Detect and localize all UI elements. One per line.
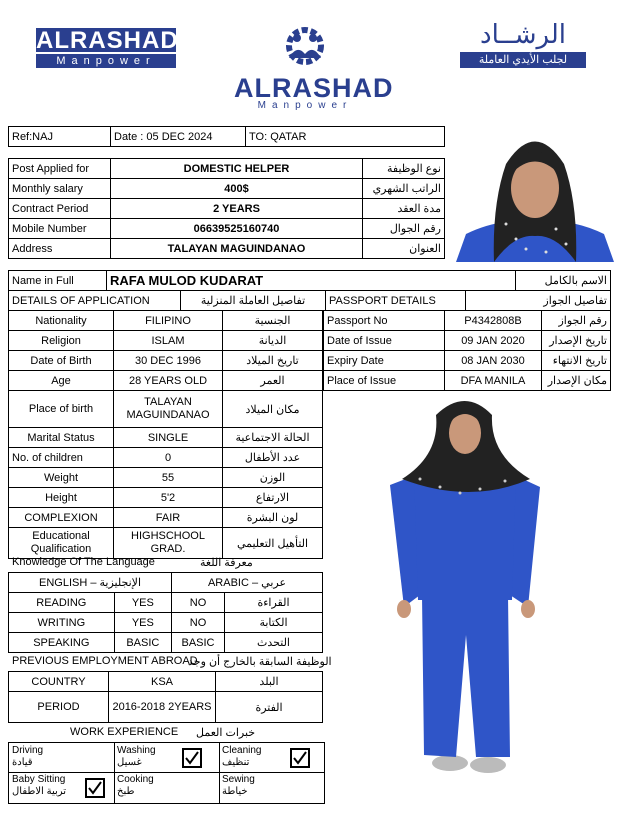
job-label-ar: العنوان xyxy=(363,239,445,259)
passport-row xyxy=(324,311,611,331)
job-label-ar: الراتب الشهري xyxy=(363,179,445,199)
applicant-full-photo xyxy=(380,395,550,780)
personal-label: Age xyxy=(9,371,114,391)
passport-value: DFA MANILA xyxy=(445,371,542,391)
experience-baby-sitting: Baby Sitting تربية الاطفال xyxy=(12,774,67,797)
ref-cell: Ref:NAJ xyxy=(9,127,111,147)
employment-row xyxy=(9,692,323,723)
job-value: 06639525160740 xyxy=(111,219,363,239)
details-header-table xyxy=(8,290,611,311)
personal-value: 5'2 xyxy=(114,488,223,508)
name-value: RAFA MULOD KUDARAT xyxy=(107,271,516,291)
personal-row xyxy=(9,428,323,448)
job-row xyxy=(9,239,445,259)
personal-label-ar: الارتفاع xyxy=(223,488,323,508)
passport-row xyxy=(324,351,611,371)
personal-value: 28 YEARS OLD xyxy=(114,371,223,391)
experience-sewing: Sewing خياطة xyxy=(222,774,255,797)
personal-value: 0 xyxy=(114,448,223,468)
job-value: TALAYAN MAGUINDANAO xyxy=(111,239,363,259)
job-label: Post Applied for xyxy=(9,159,111,179)
personal-label: Educational Qualification xyxy=(9,528,114,559)
employment-table xyxy=(8,671,323,723)
language-skill: SPEAKING xyxy=(9,633,115,653)
job-row xyxy=(9,159,445,179)
brand-name-ar: الرشــاد xyxy=(479,20,566,50)
language-title: Knowledge Of The Language xyxy=(12,556,155,568)
destination-cell: TO: QATAR xyxy=(246,127,445,147)
job-label: Address xyxy=(9,239,111,259)
brand-logo-center xyxy=(234,24,394,111)
personal-label: Height xyxy=(9,488,114,508)
language-row xyxy=(9,593,323,613)
job-label: Monthly salary xyxy=(9,179,111,199)
passport-label-ar: رقم الجواز xyxy=(542,311,611,331)
details-application-label-ar: تفاصيل العاملة المنزلية xyxy=(181,291,326,311)
language-ar-level: NO xyxy=(172,613,225,633)
personal-label-ar: العمر xyxy=(223,371,323,391)
passport-label: Date of Issue xyxy=(324,331,445,351)
personal-label-ar: عدد الأطفال xyxy=(223,448,323,468)
personal-value: FILIPINO xyxy=(114,311,223,331)
language-en-level: YES xyxy=(114,593,171,613)
employment-row xyxy=(9,672,323,692)
personal-row xyxy=(9,331,323,351)
personal-row xyxy=(9,351,323,371)
employment-value: 2016-2018 2YEARS xyxy=(109,692,216,723)
applicant-headshot xyxy=(456,124,614,262)
employment-label-ar: الفترة xyxy=(216,692,323,723)
job-value: DOMESTIC HELPER xyxy=(111,159,363,179)
date-cell: Date : 05 DEC 2024 xyxy=(111,127,246,147)
employment-title-ar: الوظيفة السابقة بالخارج أن وجد xyxy=(188,656,332,668)
job-label-ar: مدة العقد xyxy=(363,199,445,219)
language-skill-ar: التحدث xyxy=(225,633,323,653)
job-value: 400$ xyxy=(111,179,363,199)
job-value: 2 YEARS xyxy=(111,199,363,219)
personal-label-ar: الحالة الاجتماعية xyxy=(223,428,323,448)
personal-value: 55 xyxy=(114,468,223,488)
passport-label: Passport No xyxy=(324,311,445,331)
job-label-ar: رقم الجوال xyxy=(363,219,445,239)
language-skill-ar: الكتابة xyxy=(225,613,323,633)
personal-row xyxy=(9,391,323,428)
personal-label-ar: التأهيل التعليمي xyxy=(223,528,323,559)
passport-value: 09 JAN 2020 xyxy=(445,331,542,351)
personal-label: Religion xyxy=(9,331,114,351)
personal-label: Weight xyxy=(9,468,114,488)
personal-value: 30 DEC 1996 xyxy=(114,351,223,371)
brand-logo-right xyxy=(460,20,586,68)
name-label-ar: الاسم بالكامل xyxy=(516,271,611,291)
language-english-header: ENGLISH – الإنجليزية xyxy=(9,573,172,593)
employment-label: PERIOD xyxy=(9,692,109,723)
personal-value: HIGHSCHOOL GRAD. xyxy=(114,528,223,559)
language-skill-ar: القراءة xyxy=(225,593,323,613)
cleaning-check-icon xyxy=(290,748,310,768)
language-row xyxy=(9,613,323,633)
personal-table xyxy=(8,310,323,559)
personal-label: Nationality xyxy=(9,311,114,331)
passport-label-ar: مكان الإصدار xyxy=(542,371,611,391)
passport-value: P4342808B xyxy=(445,311,542,331)
language-arabic-header: ARABIC – عربي xyxy=(172,573,323,593)
personal-value: SINGLE xyxy=(114,428,223,448)
passport-table xyxy=(323,310,611,391)
job-table xyxy=(8,158,445,259)
personal-label-ar: تاريخ الميلاد xyxy=(223,351,323,371)
language-en-level: YES xyxy=(114,613,171,633)
header-table xyxy=(8,126,445,147)
details-application-label: DETAILS OF APPLICATION xyxy=(9,291,181,311)
personal-label: COMPLEXION xyxy=(9,508,114,528)
employment-label-ar: البلد xyxy=(216,672,323,692)
personal-row xyxy=(9,448,323,468)
brand-tagline-center: Manpower xyxy=(257,100,353,111)
name-table xyxy=(8,270,611,291)
brand-tagline: Manpower xyxy=(36,54,176,68)
job-label-ar: نوع الوظيفة xyxy=(363,159,445,179)
personal-row xyxy=(9,488,323,508)
gear-people-icon xyxy=(275,24,335,70)
passport-row xyxy=(324,371,611,391)
experience-cleaning: Cleaning تنظيف xyxy=(222,745,262,768)
personal-row xyxy=(9,311,323,331)
personal-label-ar: الديانة xyxy=(223,331,323,351)
personal-label-ar: مكان الميلاد xyxy=(223,391,323,428)
personal-value: TALAYAN MAGUINDANAO xyxy=(114,391,223,428)
personal-label-ar: لون البشرة xyxy=(223,508,323,528)
personal-label: Date of Birth xyxy=(9,351,114,371)
language-skill: READING xyxy=(9,593,115,613)
experience-driving: Driving قيادة xyxy=(12,745,44,768)
experience-cooking: Cooking طبخ xyxy=(117,774,154,797)
employment-value: KSA xyxy=(109,672,216,692)
personal-value: ISLAM xyxy=(114,331,223,351)
passport-details-label-ar: تفاصيل الجواز xyxy=(466,291,611,311)
passport-details-label: PASSPORT DETAILS xyxy=(326,291,466,311)
personal-label-ar: الجنسية xyxy=(223,311,323,331)
name-label: Name in Full xyxy=(9,271,107,291)
language-ar-level: BASIC xyxy=(172,633,225,653)
experience-washing: Washing غسيل xyxy=(117,745,156,768)
personal-row xyxy=(9,508,323,528)
washing-check-icon xyxy=(182,748,202,768)
language-skill: WRITING xyxy=(9,613,115,633)
job-row xyxy=(9,219,445,239)
language-table xyxy=(8,572,323,653)
employment-label: COUNTRY xyxy=(9,672,109,692)
passport-row xyxy=(324,331,611,351)
experience-grid xyxy=(8,742,325,804)
personal-row xyxy=(9,528,323,559)
brand-logo-left xyxy=(36,27,179,68)
language-row xyxy=(9,633,323,653)
employment-title: PREVIOUS EMPLOYMENT ABROAD xyxy=(12,655,198,667)
personal-value: FAIR xyxy=(114,508,223,528)
passport-value: 08 JAN 2030 xyxy=(445,351,542,371)
baby-sitting-check-icon xyxy=(85,778,105,798)
language-title-ar: معرفة اللغة xyxy=(200,557,253,569)
experience-title-ar: خبرات العمل xyxy=(196,727,256,739)
job-label: Contract Period xyxy=(9,199,111,219)
personal-label-ar: الوزن xyxy=(223,468,323,488)
brand-name-center: ALRASHAD xyxy=(234,73,394,103)
passport-label-ar: تاريخ الانتهاء xyxy=(542,351,611,371)
personal-row xyxy=(9,371,323,391)
passport-label: Expiry Date xyxy=(324,351,445,371)
passport-label-ar: تاريخ الإصدار xyxy=(542,331,611,351)
personal-row xyxy=(9,468,323,488)
language-ar-level: NO xyxy=(172,593,225,613)
brand-name: ALRASHAD xyxy=(36,27,179,54)
brand-tagline-ar: لجلب الأيدي العاملة xyxy=(460,52,586,68)
personal-label: Marital Status xyxy=(9,428,114,448)
experience-title: WORK EXPERIENCE xyxy=(70,726,179,738)
job-label: Mobile Number xyxy=(9,219,111,239)
language-en-level: BASIC xyxy=(114,633,171,653)
job-row xyxy=(9,199,445,219)
personal-label: Place of birth xyxy=(9,391,114,428)
job-row xyxy=(9,179,445,199)
personal-label: No. of children xyxy=(9,448,114,468)
passport-label: Place of Issue xyxy=(324,371,445,391)
